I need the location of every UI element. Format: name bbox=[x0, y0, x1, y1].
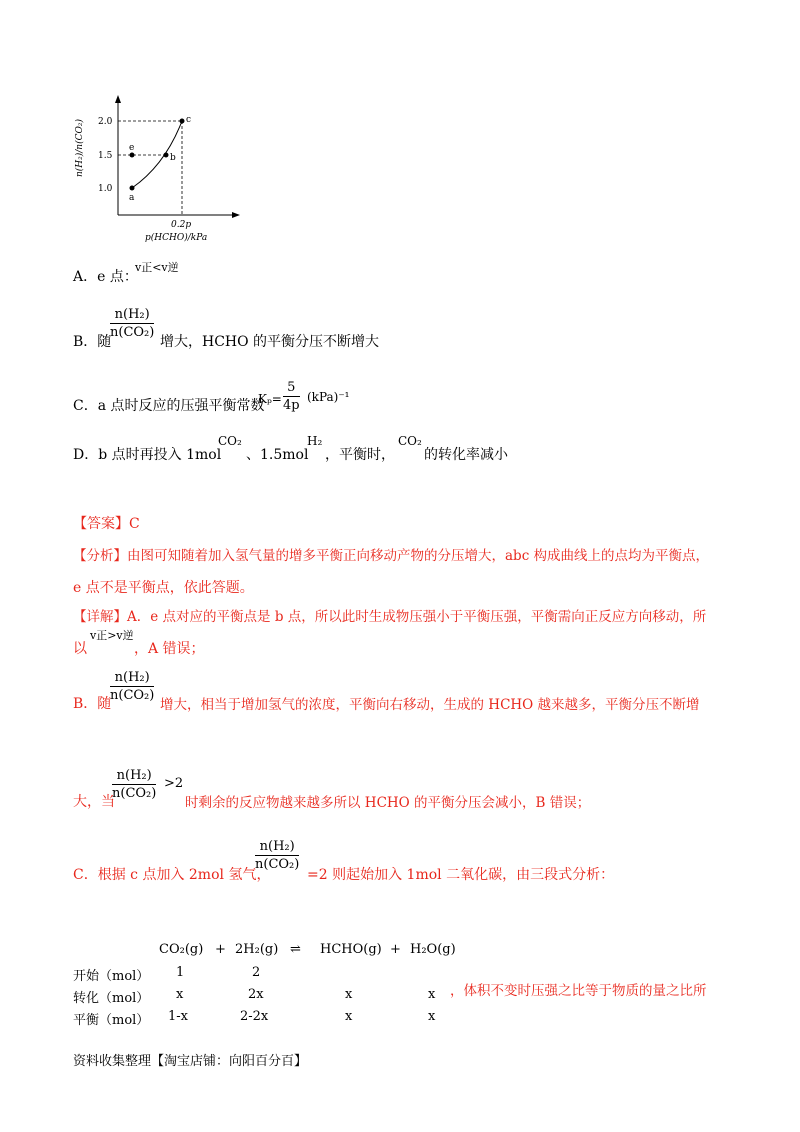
footer-text: 资料收集整理【淘宝店铺：向阳百分百】 bbox=[73, 1054, 308, 1069]
point-b: b bbox=[170, 153, 176, 163]
answer-line: 【答案】C bbox=[73, 516, 140, 532]
cell: x bbox=[345, 987, 353, 1002]
header-h2o: H₂O(g) bbox=[410, 942, 456, 957]
row-label: 转化（mol） bbox=[73, 991, 150, 1006]
option-d-text1: D．b 点时再投入 1mol bbox=[73, 447, 222, 463]
cell: x bbox=[345, 1009, 353, 1024]
detail-a-line-2-suffix: ，A 错误； bbox=[134, 641, 205, 657]
equilibrium-graph bbox=[70, 90, 250, 245]
cell: x bbox=[428, 1009, 436, 1024]
option-c-prefix: C．a 点时反应的压强平衡常数 bbox=[73, 398, 265, 414]
detail-c-text: =2 则起始加入 1mol 二氧化碳，由三段式分析： bbox=[307, 867, 615, 883]
option-d-text3: ，平衡时， bbox=[325, 447, 395, 463]
y-tick-2: 2.0 bbox=[98, 117, 113, 127]
option-a: A．e 点： bbox=[73, 269, 138, 285]
header-co2: CO₂(g) bbox=[159, 942, 204, 957]
detail-c-fraction: $\frac{\text{n(H₂)}}{\text{n(CO₂)}}$ bbox=[255, 839, 300, 872]
detail-c-prefix: C．根据 c 点加入 2mol 氢气， bbox=[73, 867, 271, 883]
detail-b-fraction: $\frac{\text{n(H₂)}}{\text{n(CO₂)}}$ bbox=[110, 670, 155, 703]
point-c: c bbox=[186, 115, 192, 125]
option-d-text4: 的转化率减小 bbox=[424, 447, 508, 463]
detail-b2-text: 时剩余的反应物越来越多所以 HCHO 的平衡分压会减小，B 错误； bbox=[185, 795, 591, 811]
detail-a-line-2-prefix: 以 bbox=[73, 641, 87, 657]
point-a: a bbox=[129, 193, 135, 203]
table-header bbox=[0, 942, 800, 962]
detail-b-text: 增大，相当于增加氢气的浓度，平衡向右移动，生成的 HCHO 越来越多，平衡分压不断增 bbox=[160, 697, 700, 713]
option-a-formula: v正<v逆 bbox=[135, 261, 179, 274]
analysis-line-1: 【分析】由图可知随着加入氢气量的增多平衡正向移动产物的分压增大，abc 构成曲线上的点均为平衡点， bbox=[73, 548, 710, 564]
table-row-equilibrium bbox=[0, 1009, 800, 1029]
detail-b2-prefix: 大，当 bbox=[73, 794, 115, 810]
y-tick-15: 1.5 bbox=[98, 151, 113, 161]
detail-b2-fraction: $\frac{\text{n(H₂)}}{\text{n(CO₂)}}$ bbox=[112, 768, 157, 801]
row-label: 开始（mol） bbox=[73, 969, 150, 984]
detail-a-formula: v正>v逆 bbox=[90, 629, 134, 642]
cell: 1 bbox=[176, 965, 185, 980]
option-c-kp: Kₚ= bbox=[258, 392, 282, 406]
option-c-fraction: $\frac{5}{4p}$ bbox=[283, 380, 300, 413]
header-plus1: + bbox=[215, 942, 226, 957]
option-d-text2: 、1.5mol bbox=[246, 447, 309, 463]
option-b-prefix: B．随 bbox=[73, 334, 112, 350]
option-b-fraction: $\frac{\text{n(H₂)}}{\text{n(CO₂)}}$ bbox=[110, 307, 155, 340]
row-label: 平衡（mol） bbox=[73, 1013, 150, 1028]
analysis-line-2-text: e 点不是平衡点，依此答题。 bbox=[73, 580, 254, 596]
table-side-note: ，体积不变时压强之比等于物质的量之比所 bbox=[450, 983, 707, 999]
cell: x bbox=[176, 987, 184, 1002]
option-d-co2: CO₂ bbox=[218, 434, 242, 448]
detail-a-line-1: 【详解】A．e 点对应的平衡点是 b 点，所以此时生成物压强小于平衡压强，平衡需向正反应方向移动，所 bbox=[73, 609, 707, 625]
option-c-unit: (kPa)⁻¹ bbox=[307, 390, 350, 404]
cell: 2-2x bbox=[240, 1009, 269, 1024]
detail-b2-gt: >2 bbox=[164, 776, 184, 791]
option-b-suffix: 增大，HCHO 的平衡分压不断增大 bbox=[160, 334, 380, 350]
x-tick: 0.2p bbox=[171, 220, 192, 230]
cell: x bbox=[428, 987, 436, 1002]
point-e: e bbox=[129, 143, 135, 153]
option-d-co2b: CO₂ bbox=[398, 434, 422, 448]
y-axis-label: n(H₂)/n(CO₂) bbox=[75, 119, 85, 177]
detail-b-prefix: B．随 bbox=[73, 696, 112, 712]
header-eq: ⇌ bbox=[290, 942, 301, 957]
cell: 2 bbox=[252, 965, 261, 980]
cell: 1-x bbox=[168, 1009, 188, 1024]
x-axis-label: p(HCHO)/kPa bbox=[145, 233, 208, 243]
header-plus2: + bbox=[390, 942, 401, 957]
header-h2: 2H₂(g) bbox=[235, 942, 279, 957]
y-tick-1: 1.0 bbox=[98, 184, 113, 194]
cell: 2x bbox=[248, 987, 264, 1002]
header-hcho: HCHO(g) bbox=[320, 942, 382, 957]
option-d-h2: H₂ bbox=[307, 434, 323, 448]
